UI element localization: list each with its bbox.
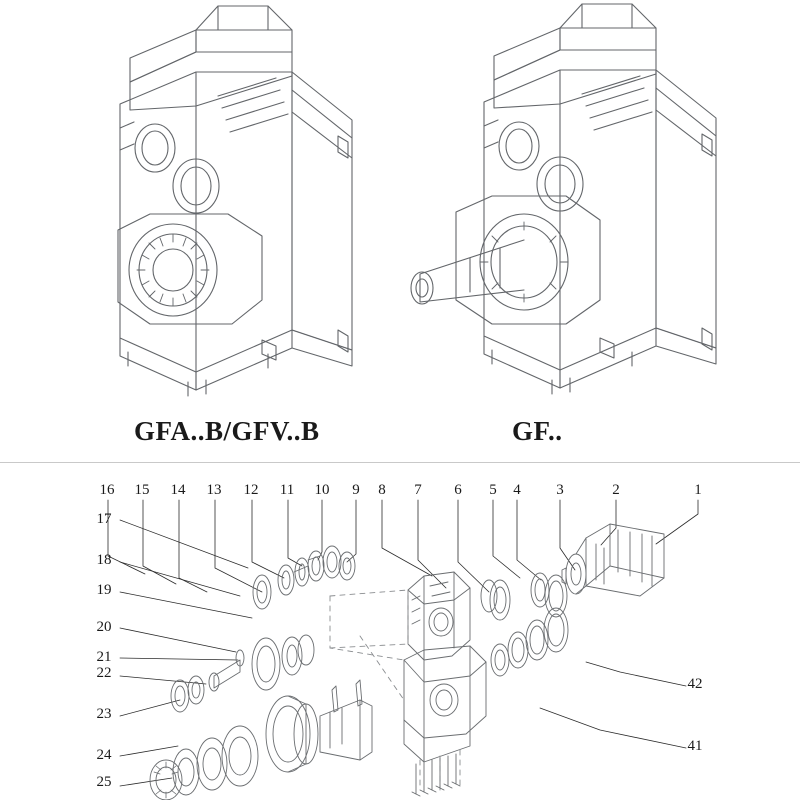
callout-number-14: 14 — [170, 482, 186, 498]
callout-number-24: 24 — [96, 747, 112, 763]
callout-number-3: 3 — [556, 482, 564, 498]
callout-number-8: 8 — [378, 482, 386, 498]
callout-number-1: 1 — [694, 482, 702, 498]
callout-number-19: 19 — [96, 582, 112, 598]
callout-number-12: 12 — [243, 482, 259, 498]
callout-number-22: 22 — [96, 665, 112, 681]
callout-number-42: 42 — [687, 676, 703, 692]
callout-number-13: 13 — [206, 482, 222, 498]
callout-number-7: 7 — [414, 482, 422, 498]
callout-number-23: 23 — [96, 706, 112, 722]
callout-number-41: 41 — [687, 738, 703, 754]
callout-number-25: 25 — [96, 774, 112, 790]
exploded-housing — [330, 572, 486, 796]
shaft-and-gear-group — [150, 546, 372, 800]
figure-caption-right: GF.. — [512, 416, 563, 446]
callout-number-20: 20 — [96, 619, 112, 635]
ring-stack-group — [481, 573, 568, 676]
callout-number-17: 17 — [96, 511, 112, 527]
callout-number-6: 6 — [454, 482, 462, 498]
callout-number-5: 5 — [489, 482, 497, 498]
callout-number-18: 18 — [96, 552, 112, 568]
motor-adapter-group — [562, 524, 664, 596]
callout-number-21: 21 — [96, 649, 112, 665]
callout-number-4: 4 — [513, 482, 521, 498]
callout-number-10: 10 — [314, 482, 330, 498]
callout-number-2: 2 — [612, 482, 620, 498]
callout-number-9: 9 — [352, 482, 360, 498]
callout-number-15: 15 — [134, 482, 150, 498]
callout-number-11: 11 — [279, 482, 295, 498]
figure-caption-left: GFA..B/GFV..B — [134, 416, 320, 446]
callout-number-16: 16 — [99, 482, 115, 498]
